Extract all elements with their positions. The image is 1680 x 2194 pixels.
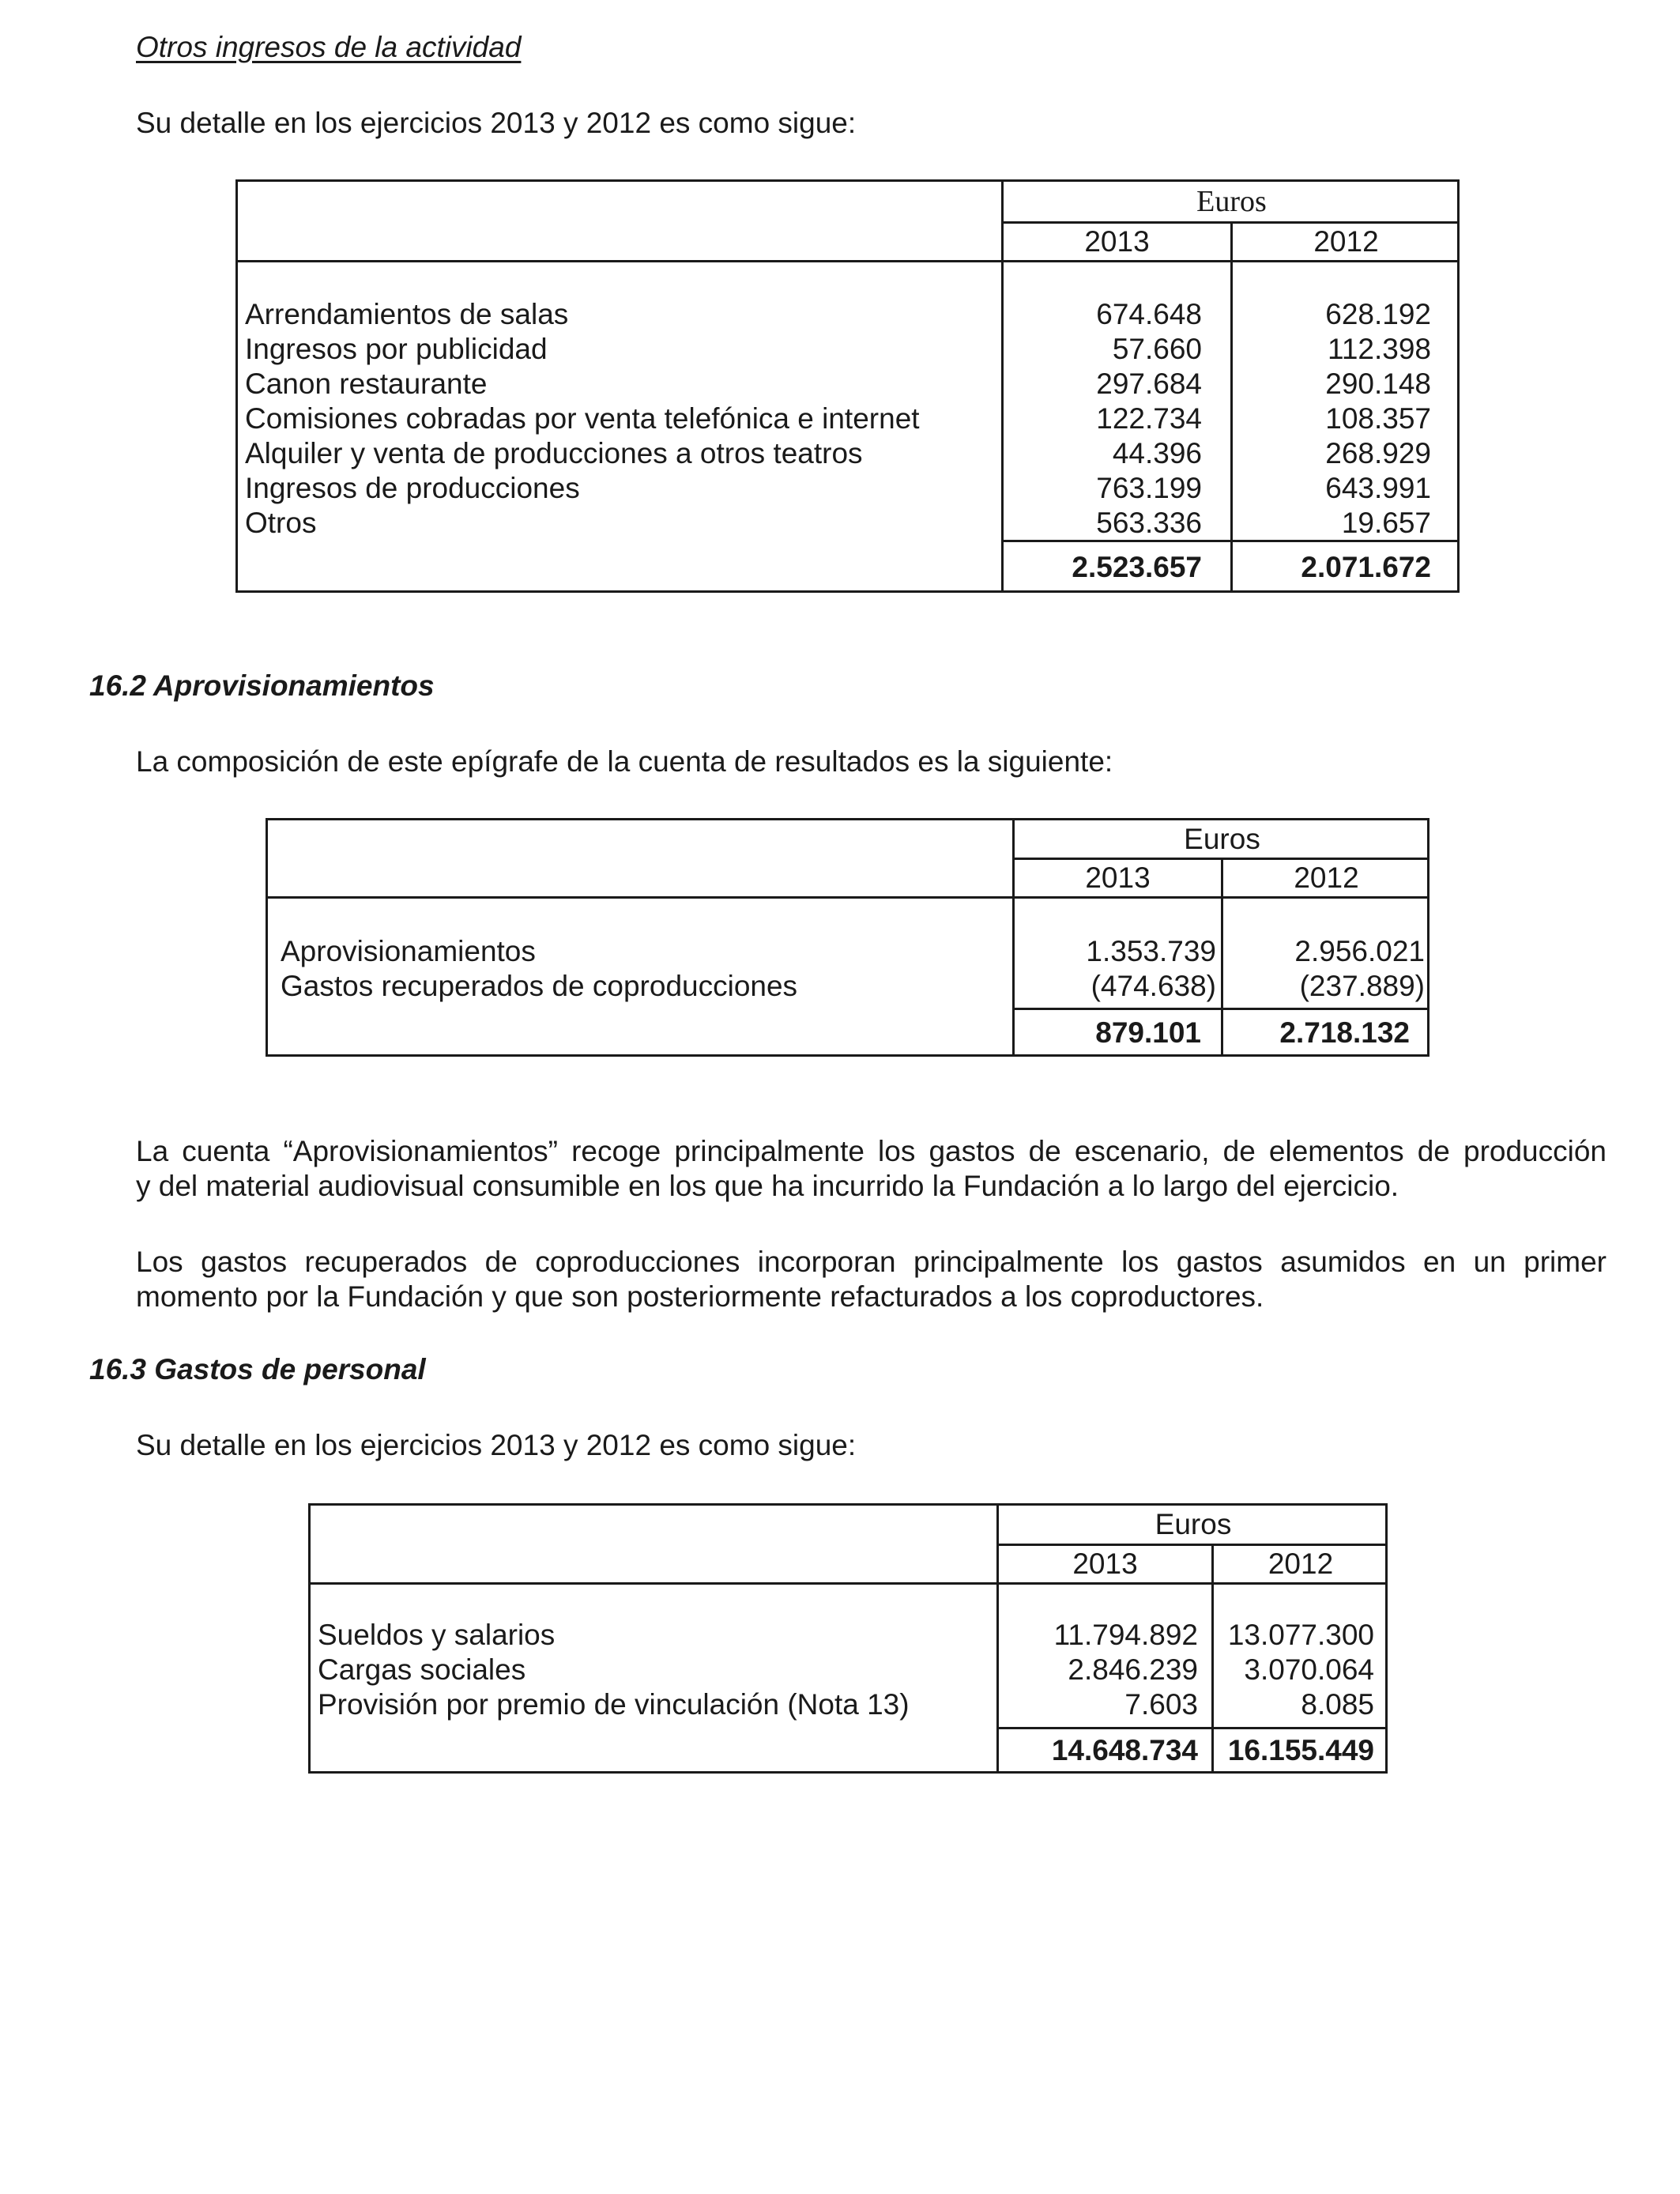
cell-2012: 112.398 [1328, 333, 1431, 365]
column-header-2012: 2012 [1294, 861, 1359, 894]
row-label: Comisiones cobradas por venta telefónica e internet [245, 402, 920, 435]
total-2012: 16.155.449 [1227, 1734, 1374, 1766]
column-header-2013: 2013 [1084, 225, 1150, 258]
cell-2012: 8.085 [1301, 1688, 1374, 1721]
table-gastos-personal [308, 1503, 1388, 1774]
cell-2012: 3.070.064 [1244, 1653, 1374, 1686]
table-divider [1012, 1008, 1427, 1010]
cell-2012: 643.991 [1325, 472, 1431, 504]
cell-2012: 108.357 [1325, 402, 1431, 435]
total-2012: 2.071.672 [1301, 551, 1431, 583]
table-aprovisionamientos [266, 818, 1430, 1057]
total-2013: 879.101 [1095, 1016, 1201, 1049]
intro-otros-ingresos: Su detalle en los ejercicios 2013 y 2012 es como sigue: [136, 107, 857, 139]
table-divider [268, 896, 1427, 899]
cell-2012: 290.148 [1325, 368, 1431, 400]
paragraph-line: La cuenta “Aprovisionamientos” recoge principalmente los gastos de escenario, de elementos de producción [136, 1135, 1607, 1167]
section-title-otros-ingresos: Otros ingresos de la actividad [136, 31, 522, 63]
section-title-gastos-personal: 16.3 Gastos de personal [89, 1353, 426, 1385]
cell-2012: 19.657 [1341, 507, 1431, 539]
cell-2013: 674.648 [1096, 298, 1202, 330]
row-label: Gastos recuperados de coproducciones [281, 970, 798, 1002]
table-divider [238, 260, 1457, 262]
row-label: Ingresos por publicidad [245, 333, 548, 365]
paragraph-gastos-recuperados [136, 1245, 1607, 1314]
row-label: Cargas sociales [318, 1653, 526, 1686]
cell-2012: 268.929 [1325, 437, 1431, 469]
intro-aprovisionamientos: La composición de este epígrafe de la cuenta de resultados es la siguiente: [136, 745, 1113, 778]
column-header-2012: 2012 [1313, 225, 1379, 258]
cell-2013: 1.353.739 [1086, 935, 1216, 967]
paragraph-line: y del material audiovisual consumible en los que ha incurrido la Fundación a lo largo del ejercicio. [136, 1170, 1399, 1202]
column-header-2013: 2013 [1085, 861, 1151, 894]
cell-2013: 122.734 [1096, 402, 1202, 435]
cell-2013: 7.603 [1124, 1688, 1198, 1721]
cell-2012: 2.956.021 [1294, 935, 1425, 967]
row-label: Aprovisionamientos [281, 935, 536, 967]
table-divider [1012, 858, 1427, 860]
column-group-header: Euros [1196, 185, 1267, 218]
row-label: Canon restaurante [245, 368, 488, 400]
cell-2013: 763.199 [1096, 472, 1202, 504]
table-divider [1001, 221, 1457, 224]
cell-2013: 297.684 [1096, 368, 1202, 400]
cell-2012: (237.889) [1299, 970, 1425, 1002]
row-label: Arrendamientos de salas [245, 298, 569, 330]
column-header-2012: 2012 [1268, 1547, 1334, 1580]
row-label: Alquiler y venta de producciones a otros teatros [245, 437, 863, 469]
row-label: Sueldos y salarios [318, 1619, 556, 1651]
intro-gastos-personal: Su detalle en los ejercicios 2013 y 2012 es como sigue: [136, 1429, 857, 1461]
column-group-header: Euros [1184, 823, 1260, 855]
total-2013: 2.523.657 [1072, 551, 1202, 583]
cell-2013: 11.794.892 [1053, 1619, 1198, 1651]
table-divider [996, 1727, 1385, 1729]
table-otros-ingresos [235, 179, 1460, 593]
table-divider [311, 1582, 1385, 1585]
cell-2013: 563.336 [1096, 507, 1202, 539]
paragraph-line: momento por la Fundación y que son posteriormente refacturados a los coproductores. [136, 1280, 1264, 1313]
row-label: Ingresos de producciones [245, 472, 580, 504]
row-label: Otros [245, 507, 317, 539]
total-2012: 2.718.132 [1279, 1016, 1410, 1049]
column-header-2013: 2013 [1072, 1547, 1138, 1580]
column-group-header: Euros [1155, 1508, 1232, 1540]
section-title-aprovisionamientos: 16.2 Aprovisionamientos [89, 669, 435, 702]
cell-2013: 57.660 [1112, 333, 1202, 365]
cell-2012: 628.192 [1325, 298, 1431, 330]
cell-2013: (474.638) [1090, 970, 1216, 1002]
paragraph-aprovisionamientos [136, 1134, 1607, 1204]
table-divider [996, 1544, 1385, 1546]
cell-2013: 2.846.239 [1068, 1653, 1198, 1686]
paragraph-line: Los gastos recuperados de coproducciones incorporan principalmente los gastos asumidos en un primer [136, 1246, 1607, 1278]
cell-2012: 13.077.300 [1227, 1619, 1374, 1651]
cell-2013: 44.396 [1112, 437, 1202, 469]
row-label: Provisión por premio de vinculación (Nota 13) [318, 1688, 910, 1721]
total-2013: 14.648.734 [1051, 1734, 1198, 1766]
